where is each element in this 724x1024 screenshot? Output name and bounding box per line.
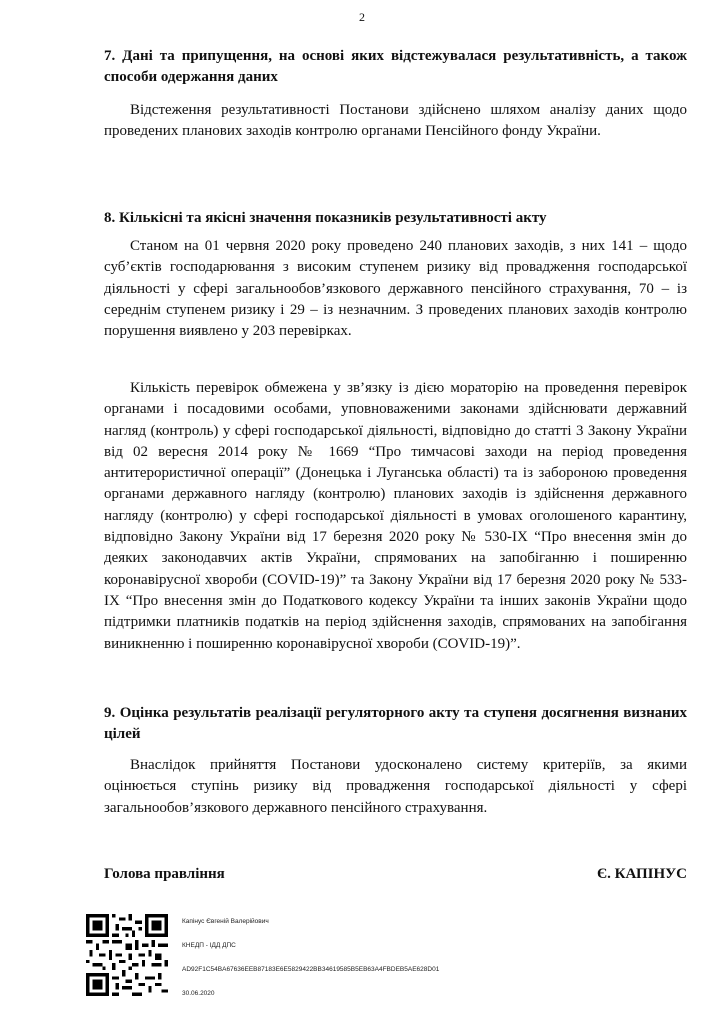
page-number: 2 (359, 10, 365, 24)
signature-block (104, 866, 687, 883)
section-9-heading: 9. Оцінка результатів реалізації регуляторного акту та ступеня досягнення визнаних цілей (104, 705, 687, 742)
qr-code-icon (86, 914, 168, 996)
stamp-date: 30.06.2020 (182, 990, 215, 997)
section-8-paragraph-1: Станом на 01 червня 2020 року проведено 240 планових заходів, з них 141 – щодо суб’єктів господарювання з високим ступенем ризику від провадження господарської діяльності у сфері загальнообов’язкового державного пенсійного страхування, 70 – із середнім ступенем ризику і 29 – із незначним. З проведених планових заходів контролю порушення виявлено у 203 перевірках. (104, 238, 687, 340)
signature-name: Є. КАПІНУС (596, 866, 687, 882)
stamp-hash: AD92F1C54BA67636EEB87183E6E5829422BB34619585B5EB63A4FBDEB5AE628D01 (182, 966, 440, 973)
stamp-signer: Капінус Євгеній Валерійович (182, 918, 269, 925)
electronic-signature-stamp (86, 906, 506, 1010)
section-7-paragraph: Відстеження результативності Постанови здійснено шляхом аналізу даних щодо проведених планових заходів контролю органами Пенсійного фонду України. (104, 102, 687, 140)
section-9-paragraph: Внаслідок прийняття Постанови удосконалено систему критеріїв, за якими оцінюється ступінь ризику від провадження господарської діяльності у сфері загальнообов’язкового державного пенсійного страхування. (104, 757, 687, 816)
section-7-heading: 7. Дані та припущення, на основі яких відстежувалася результативність, а також способи одержання даних (104, 48, 687, 85)
section-8-heading: 8. Кількісні та якісні значення показників результативності акту (104, 210, 547, 226)
section-8-paragraph-2: Кількість перевірок обмежена у зв’язку із дією мораторію на проведення перевірок органами і посадовими особами, уповноваженими законами здійснювати державний нагляд (контроль) у сфері господарської діяльності, відповідно до статті 3 Закону України від 02 вересня 2014 року № 1669 “Про тимчасові заходи на період проведення антитерористичної операції” (Донецька і Луганська області) та із забороною проведення органами державного нагляду (контролю) планових заходів із здійснення державного нагляду (контролю) у сфері господарської діяльності в умовах оголошеного карантину, відповідно Закону України від 17 березня 2020 року № 530-IX “Про внесення змін до деяких законодавчих актів України, спрямованих на запобіганню і поширенню коронавірусної хвороби (COVID-19)” та Закону України від 17 березня 2020 року № 533-IX “Про внесення змін до Податкового кодексу України та інших законів України щодо підтримки платників податків на період здійснення заходів, спрямованих на запобігання виникненню і поширенню коронавірусної хвороби (COVID-19)”. (104, 380, 687, 652)
stamp-authority: КНЕДП - ІДД ДПС (182, 942, 236, 949)
signature-title: Голова правління (104, 866, 225, 882)
